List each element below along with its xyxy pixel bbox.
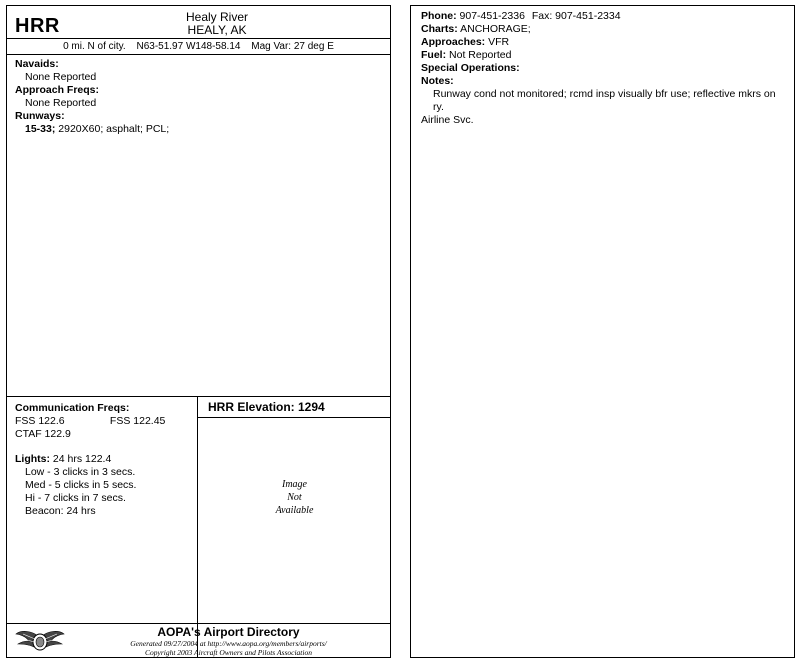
comm-freq-row-1: [15, 415, 195, 428]
approach-freqs-label: Approach Freqs:: [15, 84, 100, 96]
notes-label: Notes:: [421, 75, 454, 87]
fuel-line: [421, 49, 784, 62]
footer-copyright: Copyright 2003 Aircraft Owners and Pilots Association: [145, 648, 312, 657]
charts-line: [421, 23, 784, 36]
coordinates: N63-51.97 W148-58.14: [136, 41, 241, 52]
comm-freq: FSS 122.45: [109, 415, 166, 427]
approaches-label: Approaches:: [421, 36, 486, 48]
approach-freqs-value: None Reported: [25, 97, 97, 109]
airport-name-block: [127, 11, 307, 37]
notes-text: Runway cond not monitored; rcmd insp visually bfr use; reflective mkrs on ry.: [433, 88, 776, 113]
footer-text: [67, 625, 390, 657]
placeholder-line: Available: [275, 505, 314, 516]
footer: [7, 624, 390, 659]
elevation-box: [197, 396, 391, 657]
footer-title: AOPA's Airport Directory: [157, 625, 300, 639]
fax-number: Fax: 907-451-2334: [531, 10, 621, 22]
phone-line: [421, 10, 784, 23]
airport-city: HEALY, AK: [187, 23, 247, 37]
location-distance: 0 mi. N of city.: [63, 41, 126, 52]
footer-generated: Generated 09/27/2004 at http://www.aopa.org/members/airports/: [130, 639, 327, 648]
comm-freq: CTAF 122.9: [15, 428, 71, 440]
aopa-wings-logo-icon: [15, 626, 65, 656]
fuel-value: Not Reported: [449, 49, 512, 61]
lights-item: Low - 3 clicks in 3 secs.: [25, 466, 136, 478]
comm-freqs-label: Communication Freqs:: [15, 402, 130, 414]
runway-id: 15-33;: [25, 123, 56, 135]
placeholder-line: Not: [287, 492, 302, 503]
lights-item: Hi - 7 clicks in 7 secs.: [25, 492, 126, 504]
navaids-value: None Reported: [25, 71, 97, 83]
image-placeholder: [198, 478, 391, 517]
lights-item: Beacon: 24 hrs: [25, 505, 96, 517]
navaids-section: [15, 58, 169, 136]
navaids-label: Navaids:: [15, 58, 59, 70]
comm-freq: FSS 122.6: [15, 415, 65, 427]
magnetic-variation: Mag Var: 27 deg E: [251, 41, 334, 52]
elevation-title: HRR Elevation: 1294: [198, 396, 391, 418]
notes-text: Airline Svc.: [421, 114, 474, 126]
comm-divider: [7, 396, 198, 397]
charts-label: Charts:: [421, 23, 458, 35]
phone-label: Phone:: [421, 10, 457, 22]
airport-card-front: [6, 5, 391, 658]
fuel-label: Fuel:: [421, 49, 447, 61]
approaches-value: VFR: [488, 36, 510, 48]
airport-code: HRR: [15, 15, 60, 37]
airport-name: Healy River: [185, 10, 248, 24]
runways-label: Runways:: [15, 110, 65, 122]
airport-details: [421, 10, 784, 127]
comm-section: [15, 402, 195, 518]
info-divider: [7, 54, 390, 55]
approaches-line: [421, 36, 784, 49]
location-line: [7, 41, 390, 52]
lights-value: 24 hrs 122.4: [52, 453, 112, 465]
header-divider: [7, 38, 390, 39]
phone-number: 907-451-2336: [459, 10, 525, 22]
airport-card-back: [410, 5, 795, 658]
charts-value: ANCHORAGE;: [460, 23, 531, 35]
special-operations-label: Special Operations:: [421, 62, 520, 74]
lights-label: Lights:: [15, 453, 50, 465]
placeholder-line: Image: [282, 479, 307, 490]
lights-item: Med - 5 clicks in 5 secs.: [25, 479, 137, 491]
runway-description: 2920X60; asphalt; PCL;: [58, 123, 170, 135]
lights-line: [15, 453, 195, 466]
runway-entry: [15, 123, 169, 136]
